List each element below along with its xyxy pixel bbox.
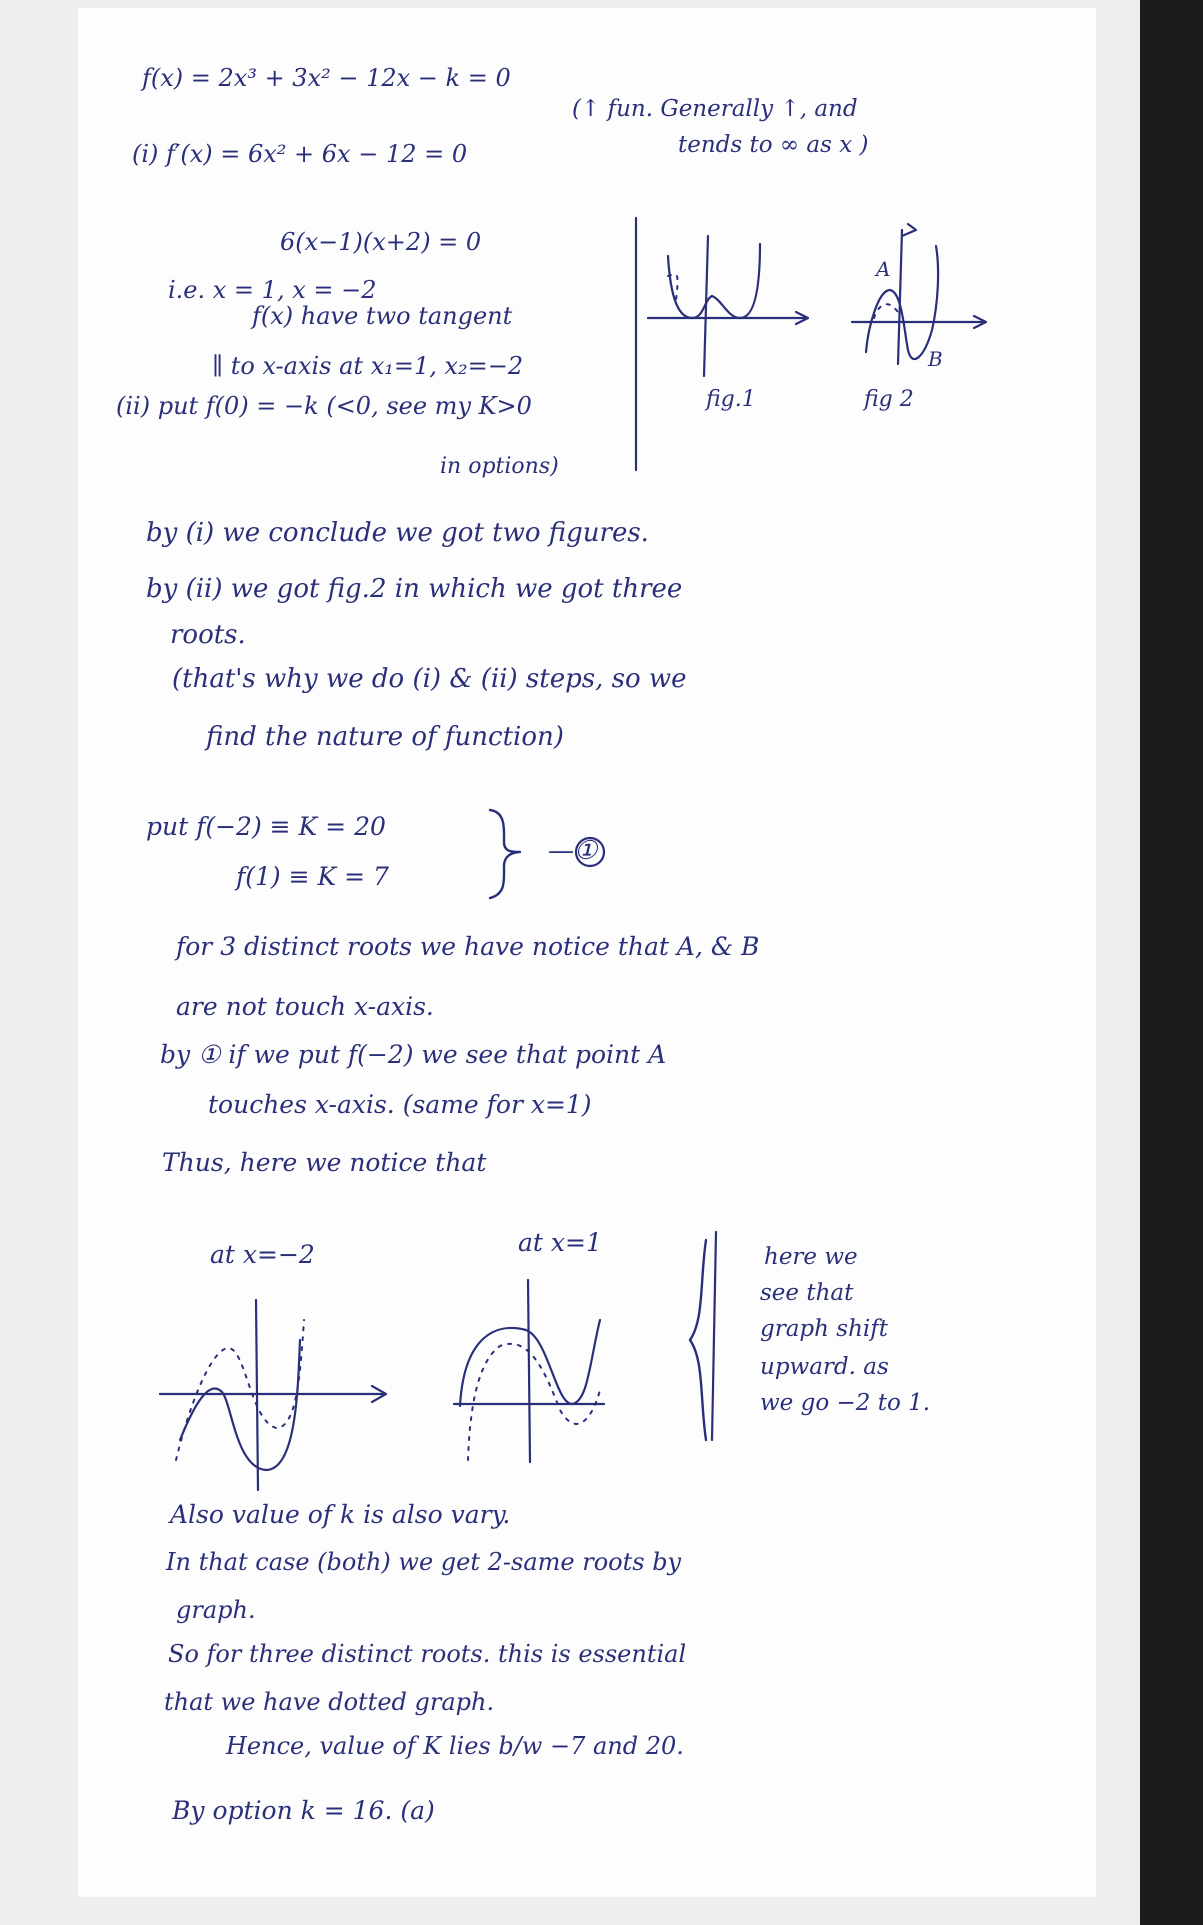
text-line: —①: [548, 836, 598, 866]
factor-line: 6(x−1)(x+2) = 0: [280, 228, 482, 256]
text-line: Hence, value of K lies b/w −7 and 20.: [226, 1732, 684, 1760]
text-line: by (ii) we got fig.2 in which we got three: [146, 574, 683, 604]
note-line: tends to ∞ as x ): [678, 132, 869, 158]
point-b-label: B: [928, 347, 943, 371]
text-line: (that's why we do (i) & (ii) steps, so we: [172, 664, 687, 694]
text-line: are not touch x-axis.: [176, 992, 434, 1021]
brace-stroke: [690, 1240, 706, 1440]
text-line: In that case (both) we get 2-same roots by: [166, 1548, 682, 1576]
text-line: in options): [440, 454, 559, 479]
side-note: upward. as: [760, 1354, 889, 1380]
graph-label: at x=−2: [210, 1240, 315, 1269]
text-line: touches x-axis. (same for x=1): [208, 1090, 592, 1119]
derivative-line: (i) f′(x) = 6x² + 6x − 12 = 0: [132, 140, 468, 168]
equation-line: f(x) = 2x³ + 3x² − 12x − k = 0: [142, 64, 511, 92]
graph-label: at x=1: [518, 1228, 602, 1257]
roots-line: i.e. x = 1, x = −2: [168, 276, 377, 304]
text-line: Also value of k is also vary.: [170, 1500, 511, 1529]
brace-stroke: [490, 810, 520, 898]
graph-x-1: [454, 1280, 604, 1462]
side-note: graph shift: [760, 1316, 889, 1342]
text-line: f(1) ≡ K = 7: [236, 862, 389, 891]
text-line: for 3 distinct roots we have notice that A, & B: [176, 932, 760, 961]
side-note: see that: [760, 1280, 854, 1306]
text-line: ∥ to x-axis at x₁=1, x₂=−2: [212, 352, 524, 380]
text-line: Thus, here we notice that: [162, 1148, 487, 1177]
fig2-sketch: [852, 224, 986, 364]
text-line: find the nature of function): [206, 722, 564, 752]
side-note: we go −2 to 1.: [760, 1390, 931, 1416]
text-line: that we have dotted graph.: [164, 1688, 495, 1716]
text-line: by ① if we put f(−2) we see that point A: [160, 1040, 667, 1069]
fig2-label: fig 2: [864, 387, 914, 412]
note-line: (↑ fun. Generally ↑, and: [572, 96, 858, 122]
graph-x-minus-2: [160, 1300, 386, 1490]
fig1-sketch: [648, 236, 808, 376]
point-a-label: A: [876, 257, 891, 281]
text-line: (ii) put f(0) = −k (<0, see my K>0: [116, 392, 532, 420]
text-line: graph.: [176, 1596, 256, 1624]
answer-line: By option k = 16. (a): [172, 1796, 435, 1825]
circled-one: [576, 838, 604, 866]
divider-line: [712, 1232, 716, 1440]
text-line: put f(−2) ≡ K = 20: [146, 812, 386, 841]
text-line: roots.: [170, 620, 246, 650]
side-note: here we: [764, 1244, 858, 1270]
fig1-label: fig.1: [706, 387, 756, 412]
text-line: So for three distinct roots. this is essential: [168, 1640, 687, 1668]
text-line: f(x) have two tangent: [252, 302, 513, 330]
text-line: by (i) we conclude we got two figures.: [146, 518, 649, 548]
